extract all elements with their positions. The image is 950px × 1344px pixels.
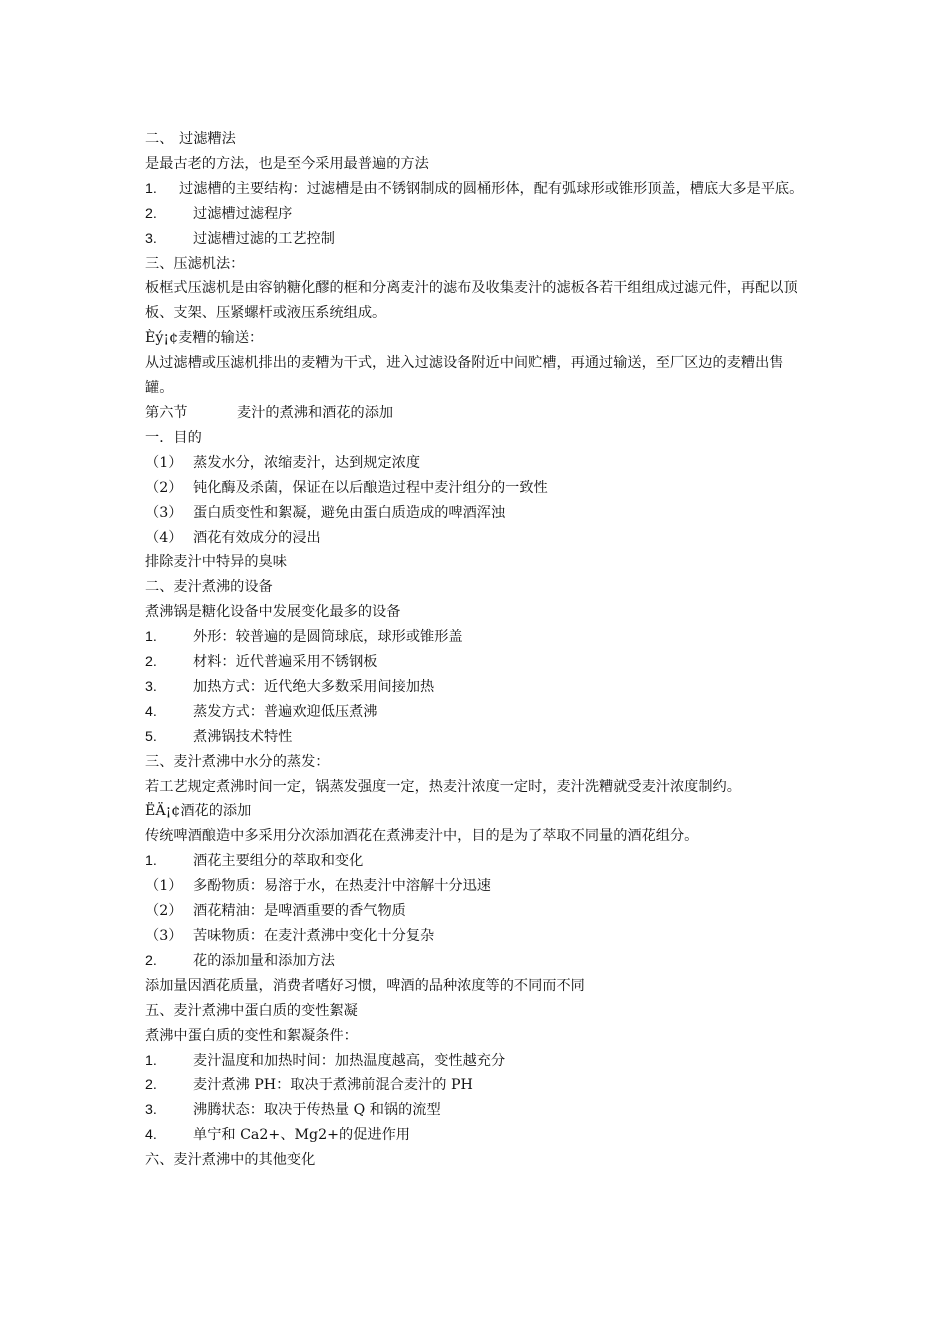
paragraph	[145, 550, 810, 575]
line-text: 煮沸中蛋白质的变性和絮凝条件：	[145, 1027, 358, 1044]
line-number: 3.	[145, 678, 157, 695]
line-number: 3.	[145, 1102, 157, 1119]
line-number: 1.	[145, 1052, 157, 1069]
line-text: Èý¡¢麦糟的输送：	[145, 330, 264, 347]
list-item	[145, 1098, 810, 1123]
list-item	[145, 526, 810, 551]
line-text: 多酚物质：易溶于水，在热麦汁中溶解十分迅速	[193, 878, 491, 895]
document-body	[145, 127, 810, 1173]
heading-purpose	[145, 426, 810, 451]
list-item	[145, 476, 810, 501]
line-text: 酒花有效成分的浸出	[193, 529, 321, 546]
line-number: 1.	[145, 853, 157, 870]
line-text: 一．目的	[145, 429, 202, 446]
line-text: 板框式压滤机是由容钠糖化醪的框和分离麦汁的滤布及收集麦汁的滤板各若干组组成过滤元件，再配以顶板、支架、压紧螺杆或液压系统组成。	[145, 280, 798, 322]
line-text: 五、麦汁煮沸中蛋白质的变性絮凝	[145, 1002, 358, 1019]
paragraph	[145, 351, 810, 401]
list-item	[145, 1073, 810, 1098]
heading-protein-denaturation	[145, 999, 810, 1024]
list-item	[145, 899, 810, 924]
list-item	[145, 451, 810, 476]
heading-press-filter	[145, 252, 810, 277]
list-item	[145, 650, 810, 675]
line-text: 若工艺规定煮沸时间一定，锅蒸发强度一定，热麦汁浓度一定时，麦汁洗糟就受麦汁浓度制约。	[145, 778, 741, 795]
heading-boiling-equipment	[145, 575, 810, 600]
line-text: 三、压滤机法：	[145, 255, 245, 272]
list-item	[145, 700, 810, 725]
line-number: （1）	[145, 878, 183, 895]
line-text: 过滤糟法	[179, 131, 236, 147]
list-item	[145, 874, 810, 899]
line-number: 4.	[145, 1127, 157, 1144]
line-number: （4）	[145, 529, 183, 546]
list-item	[145, 1049, 810, 1074]
line-number: （1）	[145, 454, 183, 471]
line-text: 麦汁煮沸 PH：取决于煮沸前混合麦汁的 PH	[193, 1077, 473, 1094]
line-text: 钝化酶及杀菌，保证在以后酿造过程中麦汁组分的一致性	[193, 479, 548, 496]
list-item	[145, 725, 810, 750]
heading-spent-grain-transport	[145, 326, 810, 351]
line-text: 蛋白质变性和絮凝，避免由蛋白质造成的啤酒浑浊	[193, 504, 506, 521]
list-item	[145, 227, 810, 252]
list-item	[145, 949, 810, 974]
list-item	[145, 675, 810, 700]
line-text: 过滤槽过滤的工艺控制	[193, 230, 335, 247]
line-text: 材料：近代普遍采用不锈钢板	[193, 654, 378, 671]
line-text: 麦汁温度和加热时间：加热温度越高，变性越充分	[193, 1052, 506, 1069]
line-text: ËÄ¡¢酒花的添加	[145, 803, 252, 820]
line-text: 从过滤槽或压滤机排出的麦糟为干式，进入过滤设备附近中间贮槽，再通过输送，至厂区边的麦糟出售罐。	[145, 355, 784, 397]
paragraph	[145, 974, 810, 999]
paragraph	[145, 1024, 810, 1049]
heading-other-changes	[145, 1148, 810, 1173]
line-number: 2.	[145, 952, 157, 969]
line-text: 加热方式：近代绝大多数采用间接加热	[193, 678, 435, 695]
line-number: （3）	[145, 928, 183, 944]
section-title: 麦汁的煮沸和酒花的添加	[237, 404, 394, 421]
list-item	[145, 177, 810, 202]
line-text: 蒸发水分，浓缩麦汁，达到规定浓度	[193, 454, 421, 471]
line-text: 添加量因酒花质量，消费者嗜好习惯，啤酒的品种浓度等的不同而不同	[145, 977, 585, 994]
list-item	[145, 202, 810, 227]
line-text: 单宁和 Ca2+、Mg2+的促进作用	[193, 1127, 410, 1144]
line-number: （3）	[145, 504, 183, 521]
line-text: 是最古老的方法，也是至今采用最普遍的方法	[145, 155, 429, 172]
line-text: 排除麦汁中特异的臭味	[145, 554, 287, 571]
paragraph	[145, 824, 810, 849]
line-text: 酒花精油：是啤酒重要的香气物质	[193, 903, 406, 920]
heading-filter-tank	[145, 127, 810, 152]
line-number: 1.	[145, 180, 157, 197]
line-text: 酒花主要组分的萃取和变化	[193, 853, 364, 870]
line-number: 2.	[145, 1077, 157, 1094]
line-text: 苦味物质：在麦汁煮沸中变化十分复杂	[193, 928, 435, 944]
line-text: 蒸发方式：普遍欢迎低压煮沸	[193, 703, 378, 720]
section-heading	[145, 401, 810, 426]
paragraph	[145, 152, 810, 177]
line-text: 沸腾状态：取决于传热量 Q 和锅的流型	[193, 1102, 441, 1119]
line-text: 六、麦汁煮沸中的其他变化	[145, 1152, 316, 1169]
paragraph	[145, 276, 810, 326]
heading-water-evaporation	[145, 750, 810, 775]
line-number: 2.	[145, 654, 157, 671]
line-text: 煮沸锅技术特性	[193, 728, 293, 745]
line-text: 传统啤酒酿造中多采用分次添加酒花在煮沸麦汁中，目的是为了萃取不同量的酒花组分。	[145, 828, 699, 845]
paragraph	[145, 600, 810, 625]
line-number: 4.	[145, 703, 157, 720]
line-number: （2）	[145, 903, 183, 920]
line-number: （2）	[145, 479, 183, 496]
list-item	[145, 625, 810, 650]
line-text: 三、麦汁煮沸中水分的蒸发：	[145, 753, 330, 770]
heading-hop-addition	[145, 799, 810, 824]
list-item	[145, 849, 810, 874]
paragraph	[145, 775, 810, 800]
line-text: 外形：较普遍的是圆筒球底，球形或锥形盖	[193, 629, 463, 646]
line-number: 3.	[145, 230, 157, 247]
line-number: 5.	[145, 728, 157, 745]
line-number: 1.	[145, 629, 157, 646]
line-number: 二、	[145, 131, 174, 147]
line-text: 过滤槽过滤程序	[193, 205, 293, 222]
line-text: 花的添加量和添加方法	[193, 952, 335, 969]
line-text: 煮沸锅是糖化设备中发展变化最多的设备	[145, 604, 401, 621]
line-text: 二、麦汁煮沸的设备	[145, 579, 273, 596]
list-item	[145, 501, 810, 526]
section-number: 第六节	[145, 404, 188, 421]
line-text: 过滤槽的主要结构：过滤槽是由不锈钢制成的圆桶形体，配有弧球形或锥形顶盖，槽底大多是平底。	[179, 180, 804, 197]
list-item	[145, 1123, 810, 1148]
list-item	[145, 924, 810, 949]
line-number: 2.	[145, 205, 157, 222]
